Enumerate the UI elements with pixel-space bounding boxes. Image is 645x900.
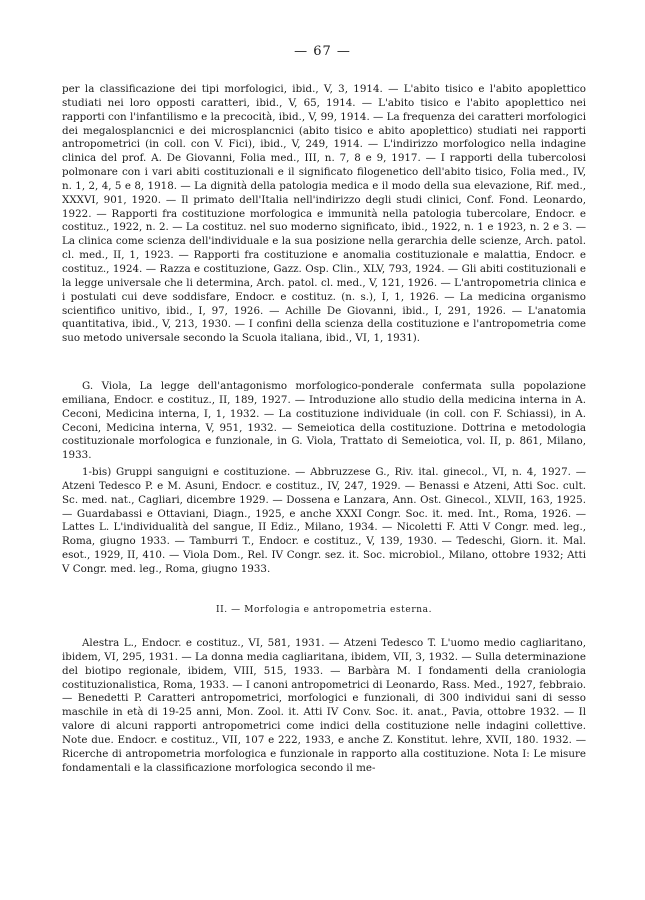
section-heading: II. — Morfologia e antropometria esterna. — [215, 605, 433, 615]
bibliography-paragraph: per la classificazione dei tipi morfologici, ibid., V, 3, 1914. — L'abito tisico e l'abito apoplettico studiati nei loro opposti caratteri, ibid., V, 65, 1914. — L'abito tisico e l'abito apoplettico nei rapporti con l'infantilismo e la precocità, ibid., V, 99, 1914. — La frequenza dei caratteri morfologici dei megalosplancnici e dei microsplancnici (abito tisico e abito apoplettico) studiati nei rapporti antropometrici (in coll. con V. Fici), ibid., V, 249, 1914. — L'indirizzo morfologico nella indagine clinica del prof. A. De Giovanni, Folia med., III, n. 7, 8 e 9, 1917. — I rapporti della tubercolosi polmonare con i vari abiti costituzionali e il significato filogenetico dell'abito tisico, Folia med., IV, n. 1, 2, 4, 5 e 8, 1918. — La dignità della patologia medica e il modo della sua elevazione, Rif. med., XXXVI, 901, 1920. — Il primato dell'Italia nell'indirizzo degli studi clinici, Conf. Fond. Leonardo, 1922. — Rapporti fra costituzione morfologica e immunità nella patologia tubercolare, Endocr. e costituz., 1922, n. 2. — La costituz. nel suo moderno significato, ibid., 1922, n. 1 e 1923, n. 2 e 3. — La clinica come scienza dell'individuale e la sua posizione nella gerarchia delle scienze, Arch. patol. cl. med., II, 1, 1923. — Rapporti fra costituzione e anomalia costituzionale e malattia, Endocr. e costituz., 1924. — Razza e costituzione, Gazz. Osp. Clin., XLV, 793, 1924. — Gli abiti costituzionali e la legge universale che li determina, Arch. patol. cl. med., V, 121, 1926. — L'antropometria clinica e i postulati cui deve soddisfare, Endocr. e costituz. (n. s.), I, 1, 1926. — La medicina organismo scientifico unitivo, ibid., I, 97, 1926. — Achille De Giovanni, ibid., I, 291, 1926. — L'anatomia quantitativa, ibid., V, 213, 1930. — I confini della scienza della costituzione e l'antropometria come suo metodo universale secondo la Scuola italiana, ibid., VI, 1, 1931). — [62, 83, 586, 345]
page-number: — 67 — — [294, 44, 351, 59]
bibliography-paragraph: 1-bis) Gruppi sanguigni e costituzione. — Abbruzzese G., Riv. ital. ginecol., VI, n. 4, 1927. — Atzeni Tedesco P. e M. Asuni, Endocr. e costituz., IV, 247, 1929. — Benassi e Atzeni, Atti Soc. cult. Sc. med. nat., Cagliari, dicembre 1929. — Dossena e Lanzara, Ann. Ost. Ginecol., XLVII, 163, 1925. — Guardabassi e Ottaviani, Diagn., 1925, e anche XXXI Congr. Soc. it. med. Int., Roma, 1926. — Lattes L. L'individualità del sangue, II Ediz., Milano, 1934. — Nicoletti F. Atti V Congr. med. leg., Roma, giugno 1933. — Tamburri T., Endocr. e costituz., V, 139, 1930. — Tedeschi, Giorn. it. Mal. esot., 1929, II, 410. — Viola Dom., Rel. IV Congr. sez. it. Soc. microbiol., Milano, ottobre 1932; Atti V Congr. med. leg., Roma, giugno 1933. — [62, 466, 586, 575]
bibliography-paragraph: Alestra L., Endocr. e costituz., VI, 581, 1931. — Atzeni Tedesco T. L'uomo medio cagliaritano, ibidem, VI, 295, 1931. — La donna media cagliaritana, ibidem, VII, 3, 1932. — Sulla determinazione del biotipo regionale, ibidem, VIII, 515, 1933. — Barbàra M. I fondamenti della craniologia costituzionalistica, Roma, 1933. — I canoni antropometrici di Leonardo, Rass. Med., 1927, febbraio. — Benedetti P. Caratteri antropometrici, morfologici e funzionali, di 300 individui sani di sesso maschile in età di 19-25 anni, Mon. Zool. it. Atti IV Conv. Soc. it. anat., Pavia, ottobre 1932. — Il valore di alcuni rapporti antropometrici come indici della costituzione nelle indagini collettive. Note due. Endocr. e costituz., VII, 107 e 222, 1933, e anche Z. Konstitut. lehre, XVII, 180. 1932. — Ricerche di antropometria morfologica e funzionale in rapporto alla costituzione. Nota I: Le misure fondamentali e la classificazione morfologica secondo il me- — [62, 637, 586, 774]
bibliography-paragraph: G. Viola, La legge dell'antagonismo morfologico-ponderale confermata sulla popolazione emiliana, Endocr. e costituz., II, 189, 1927. — Introduzione allo studio della medicina interna in A. Ceconi, Medicina interna, I, 1, 1932. — La costituzione individuale (in coll. con F. Schiassi), in A. Ceconi, Medicina interna, V, 951, 1932. — Semeiotica della costituzione. Dottrina e metodologia costituzionale morfologica e funzionale, in G. Viola, Trattato di Semeiotica, vol. II, p. 861, Milano, 1933. — [62, 380, 586, 462]
